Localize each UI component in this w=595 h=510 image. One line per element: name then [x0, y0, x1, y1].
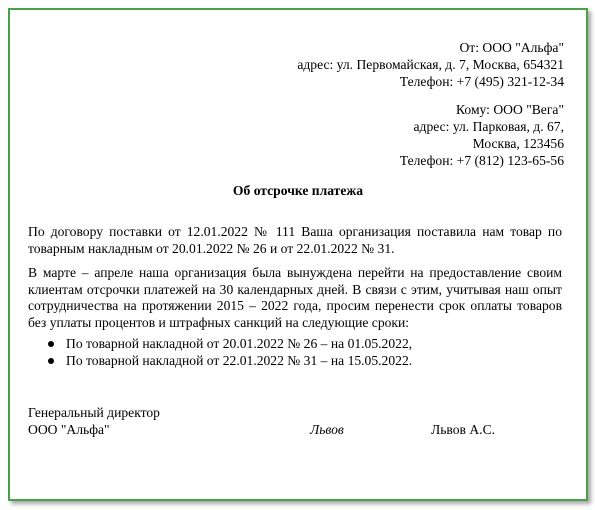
deferral-list — [28, 335, 412, 369]
recipient-to: Кому: ООО "Вега" — [456, 102, 564, 117]
sender-from: От: ООО "Альфа" — [459, 40, 564, 55]
signer-position: Генеральный директор — [28, 405, 160, 420]
list-item — [28, 335, 412, 352]
paragraph-request: В марте – апреле наша организация была вынуждена перейти на предоставление своим клиентам отсрочки платежей на 30 календарных дней. В связи с этим, учитывая наш опыт сотрудничества на протяжении 2015 – 2022 года, просим перенести срок оплаты товаров без уплаты процентов и штрафных санкций на следующие сроки: — [28, 265, 562, 330]
recipient-phone: Телефон: +7 (812) 123-65-56 — [399, 153, 564, 168]
list-item — [28, 352, 412, 369]
signature: Львов — [310, 422, 344, 437]
recipient-address-line2: Москва, 123456 — [472, 136, 564, 151]
sender-block — [297, 39, 564, 90]
sender-phone: Телефон: +7 (495) 321-12-34 — [399, 74, 564, 89]
list-item-text: По товарной накладной от 20.01.2022 № 26 – на 01.05.2022, — [66, 336, 413, 351]
signer-name: Львов А.С. — [431, 422, 496, 437]
document-frame — [8, 8, 588, 501]
recipient-block — [400, 101, 564, 169]
document-title: Об отсрочке платежа — [232, 183, 364, 198]
signer-organization: ООО "Альфа" — [28, 422, 110, 437]
bullet-icon — [48, 341, 54, 347]
paragraph-contract: По договору поставки от 12.01.2022 № 111 Ваша организация поставила нам товар по товарным накладным от 20.01.2022 № 26 и от 22.01.2022 № 31. — [28, 224, 562, 256]
recipient-address-line1: адрес: ул. Парковая, д. 67, — [413, 119, 564, 134]
list-item-text: По товарной накладной от 22.01.2022 № 31 – на 15.05.2022. — [66, 353, 413, 368]
bullet-icon — [48, 358, 54, 364]
sender-address: адрес: ул. Первомайская, д. 7, Москва, 654321 — [297, 57, 564, 72]
